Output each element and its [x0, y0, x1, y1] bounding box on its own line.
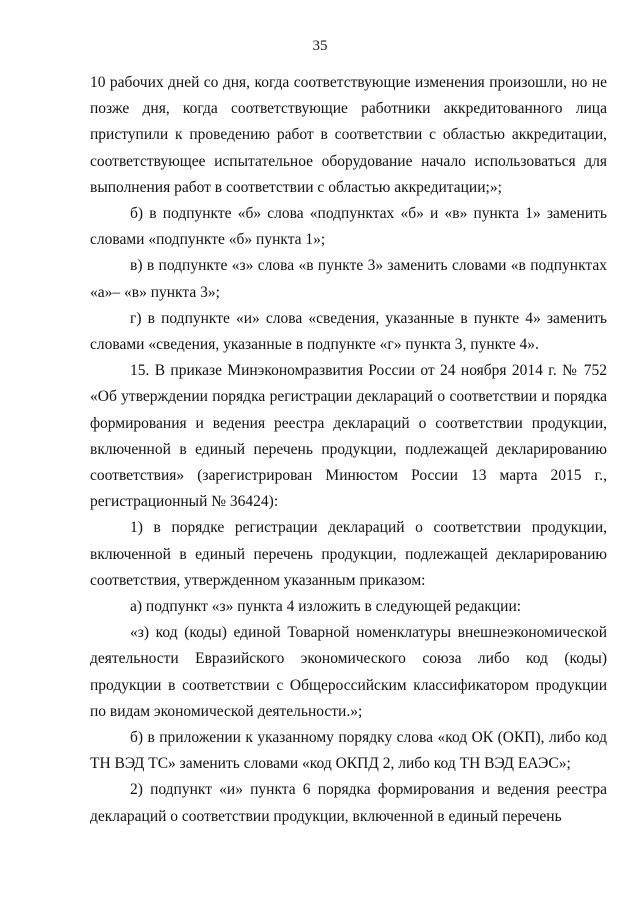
paragraph-quoted-z: «з) код (коды) единой Товарной номенклатуры внешнеэкономической деятельности Евразийского экономического союза либо код (коды) продукции в соответствии с Общероссийским классификатором продукции по видам экономической деятельности.»;	[90, 624, 607, 720]
paragraph-g: г) в подпункте «и» слова «сведения, указанные в пункте 4» заменить словами «сведения, указанные в подпункте «г» пункта 3, пункте 4».	[90, 309, 607, 354]
paragraph-15-1: 1) в порядке регистрации деклараций о соответствии продукции, включенной в единый перечень продукции, подлежащей декларированию соответствия, утвержденном указанным приказом:	[90, 519, 607, 589]
paragraph-15-1-b: б) в приложении к указанному порядку слова «код ОК (ОКП), либо код ТН ВЭД ТС» заменить словами «код ОКПД 2, либо код ТН ВЭД ЕАЭС»;	[90, 729, 607, 773]
paragraph-15: 15. В приказе Минэкономразвития России от 24 ноября 2014 г. № 752 «Об утверждении порядка регистрации деклараций о соответствии и порядка формирования и ведения реестра деклараций о соответствии продукции, включенной в единый перечень продукции, подлежащей декларированию соответствия» (зарегистрирован Минюстом России 13 марта 2015 г., регистрационный № 36424):	[90, 362, 607, 511]
paragraph-v: в) в подпункте «з» слова «в пункте 3» заменить словами «в подпунктах «а»– «в» пункта 3»;	[90, 257, 607, 301]
paragraph-15-2: 2) подпункт «и» пункта 6 порядка формирования и ведения реестра деклараций о соответствии продукции, включенной в единый перечень	[90, 781, 607, 825]
paragraph-15-1-a: а) подпункт «з» пункта 4 изложить в следующей редакции:	[130, 598, 522, 616]
document-body	[90, 70, 607, 830]
paragraph-continuation: 10 рабочих дней со дня, когда соответствующие изменения произошли, но не позже дня, когда соответствующие работники аккредитованного лица приступили к проведению работ в соответствии с областью аккредитации, соответствующее испытательное оборудование начало использоваться для выполнения работ в соответствии с областью аккредитации;»;	[90, 74, 607, 196]
paragraph-b: б) в подпункте «б» слова «подпунктах «б» и «в» пункта 1» заменить словами «подпункте «б» пункта 1»;	[90, 205, 607, 249]
page-number: 35	[312, 38, 328, 54]
